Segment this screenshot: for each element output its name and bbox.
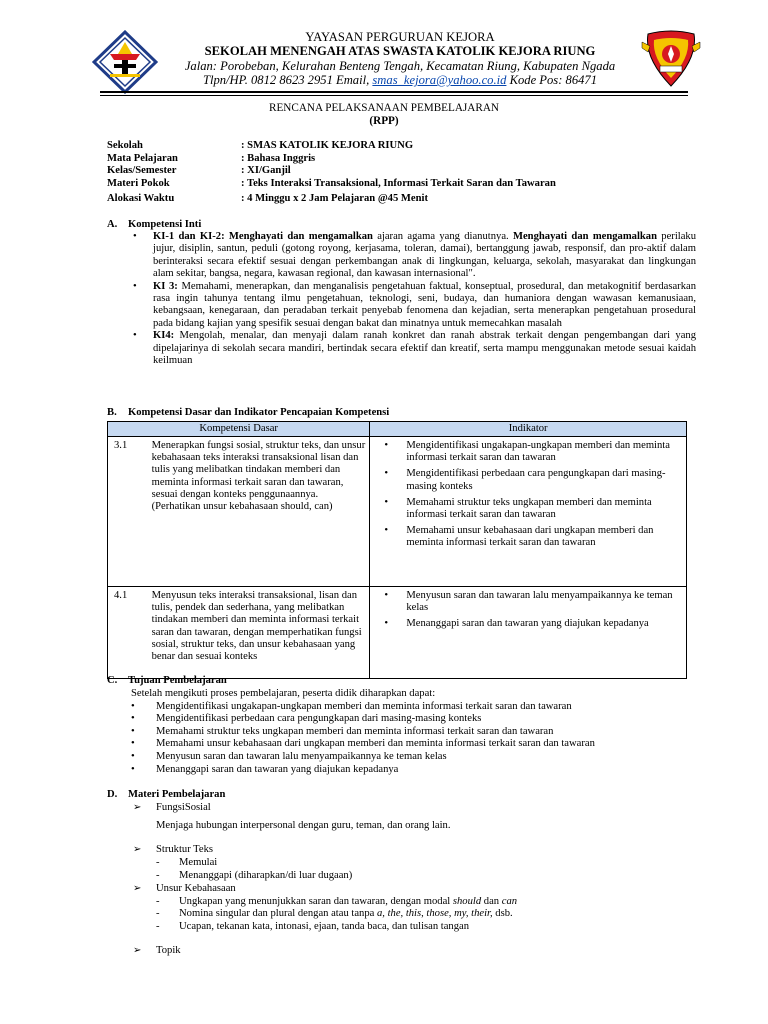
dash-bullet: -: [156, 870, 160, 881]
dash-bullet: -: [156, 908, 160, 920]
list-item: [133, 896, 693, 909]
ki-head: KI4:: [153, 330, 175, 342]
identity-value: : SMAS KATOLIK KEJORA RIUNG: [241, 140, 414, 151]
materi-text: dsb.: [492, 908, 513, 920]
section-number: D.: [107, 789, 118, 800]
ki-head: KI 3:: [153, 280, 178, 292]
bullet-icon: •: [131, 763, 135, 775]
section-title: Materi Pembelajaran: [128, 789, 226, 800]
bullet-icon: •: [384, 440, 389, 451]
indicator-text: Menyusun saran dan tawaran lalu menyampaikannya ke teman kelas: [406, 590, 673, 614]
list-item: [133, 908, 693, 921]
contact-prefix: Tlpn/HP. 0812 8623 2951 Email,: [202, 73, 373, 88]
kompetensi-inti-list: [133, 231, 696, 367]
school-name: SEKOLAH MENENGAH ATAS SWASTA KATOLIK KEJORA RIUNG: [204, 44, 596, 59]
section-a-heading: [107, 219, 201, 231]
letterhead: [150, 30, 650, 88]
tujuan-text: Memahami unsur kebahasaan dari ungkapan memberi dan meminta informasi terkait saran dan tawaran: [156, 738, 595, 750]
kd-number: 3.1: [108, 437, 148, 587]
list-item: [380, 618, 680, 630]
email-link[interactable]: smas_kejora@yahoo.co.id: [372, 73, 507, 88]
list-item: [133, 844, 693, 857]
section-number: C.: [107, 675, 118, 686]
document-subtitle: (RPP): [369, 115, 399, 127]
table-header-row: [108, 422, 687, 437]
section-number: B.: [107, 407, 117, 418]
tujuan-text: Menyusun saran dan tawaran lalu menyampaikannya ke teman kelas: [156, 750, 447, 762]
contact-suffix: Kode Pos: 86471: [506, 73, 598, 88]
identity-label: Sekolah: [107, 140, 143, 151]
list-item: [380, 497, 680, 521]
materi-title: Struktur Teks: [156, 844, 214, 856]
school-address: Jalan: Porobeban, Kelurahan Benteng Tengah, Kecamatan Riung, Kabupaten Ngada: [184, 58, 616, 73]
column-header: Kompetensi Dasar: [108, 422, 370, 437]
bullet-icon: •: [133, 330, 137, 342]
list-item: [131, 713, 711, 726]
ki-head: KI-1 dan KI-2: Menghayati dan mengamalkan: [153, 231, 373, 242]
ki-text: Memahami, menerapkan, dan menganalisis pengetahuan faktual, konseptual, prosedural, dan metakognitif berdasarkan rasa ingin tahunya tentang ilmu pengetahuan, teknologi, seni, budaya, dan humaniora dengan wawasan kemanusiaan, kebangsaan, kenegaraan, dan peradaban terkait penyebab fenomena dan kejadian, serta menerapkan pengetahuan prosedural pada bidang kajian yang spesifik sesuai dengan bakat dan minatnya untuk memecahkan masalah: [153, 280, 696, 329]
identity-label: Mata Pelajaran: [107, 152, 178, 164]
list-item: [133, 231, 696, 281]
section-c-heading: [107, 675, 227, 687]
indicator-text: Memahami struktur teks ungkapan memberi dan meminta informasi terkait saran dan tawaran: [406, 496, 652, 521]
tujuan-text: Memahami struktur teks ungkapan memberi dan meminta informasi terkait saran dan tawaran: [156, 725, 554, 737]
indicator-text: Memahami unsur kebahasaan dari ungkapan memberi dan meminta informasi terkait saran dan tawaran: [406, 525, 654, 549]
identity-value: : Bahasa Inggris: [241, 152, 316, 164]
list-item: [133, 945, 693, 958]
bullet-icon: •: [131, 725, 135, 737]
tujuan-list: [131, 688, 711, 776]
list-item: [133, 921, 693, 934]
bullet-icon: •: [384, 590, 389, 601]
list-item: [131, 764, 711, 777]
bullet-icon: •: [131, 700, 135, 712]
bullet-icon: •: [384, 468, 389, 480]
list-item: [133, 883, 693, 896]
list-item: [133, 870, 693, 883]
dash-bullet: -: [156, 857, 160, 869]
materi-text: Memulai: [179, 857, 218, 869]
list-item: [133, 802, 693, 815]
identity-label: Alokasi Waktu: [107, 193, 175, 205]
indicator-text: Mengidentifikasi ungakapan-ungkapan memberi dan meminta informasi terkait saran dan tawaran: [406, 440, 670, 464]
identity-value: : XI/Ganjil: [241, 165, 291, 177]
materi-text: Nomina singular dan plural dengan atau tanpa: [179, 908, 377, 920]
materi-list: [133, 802, 693, 958]
indicator-cell: [370, 437, 687, 587]
ki-text: perilaku jujur, disiplin, santun, peduli (gotong royong, kerjasama, toleran, damai), bertanggung jawab, responsif, dan pro-aktif dalam berinteraksi secara efektif sesuai dengan perkembangan anak di lingkungan, keluarga, sekolah, masyarakat dan lingkungan alam sekitar, bangsa, negara, kawasan regional, dan kawasan internasional".: [153, 231, 697, 280]
list-item: [131, 726, 711, 739]
column-header: Indikator: [370, 422, 687, 437]
list-item: [133, 857, 693, 870]
kd-text: Menerapkan fungsi sosial, struktur teks, dan unsur kebahasaan teks interaksi transaksional lisan dan tulis yang melibatkan tindakan memberi dan meminta informasi terkait saran dan tawaran, sesuai dengan konteks penggunaannya. (Perhatikan unsur kebahasaan should, can): [148, 437, 370, 587]
section-title: Tujuan Pembelajaran: [128, 675, 227, 686]
list-item: [380, 468, 680, 492]
dash-bullet: -: [156, 920, 160, 932]
section-d-heading: [107, 789, 225, 801]
materi-text: Ungkapan yang menunjukkan saran dan tawaran, dengan modal: [179, 895, 453, 907]
dash-bullet: -: [156, 895, 160, 907]
materi-title: FungsiSosial: [156, 802, 211, 813]
indicator-text: Mengidentifikasi perbedaan cara pengungkapan dari masing-masing konteks: [406, 468, 666, 492]
bullet-icon: •: [133, 231, 137, 242]
arrow-bullet-icon: ➢: [133, 802, 142, 813]
bullet-icon: •: [384, 496, 389, 508]
materi-text: Menanggapi (diharapkan/di luar dugaan): [179, 870, 353, 881]
section-number: A.: [107, 219, 118, 230]
bullet-icon: •: [384, 618, 389, 630]
materi-title: Unsur Kebahasaan: [156, 882, 236, 894]
indicator-text: Menanggapi saran dan tawaran yang diajukan kepadanya: [406, 618, 649, 630]
section-b-heading: [107, 407, 389, 419]
list-item: [380, 525, 680, 549]
indicator-cell: [370, 587, 687, 679]
ki-text: ajaran agama yang dianutnya.: [372, 231, 513, 242]
bullet-icon: •: [384, 525, 389, 537]
materi-text: Menjaga hubungan interpersonal dengan guru, teman, dan orang lain.: [156, 820, 451, 831]
ki-text: Mengolah, menalar, dan menyaji dalam ranah konkret dan ranah abstrak terkait dengan pengembangan dari yang dipelajarinya di sekolah secara mandiri, bertindak secara efektif dan kreatif, serta mampu menggunakan metode sesuai kaidah keilmuan: [153, 330, 696, 367]
list-item: [131, 738, 711, 751]
arrow-bullet-icon: ➢: [133, 945, 142, 957]
kd-text: Menyusun teks interaksi transaksional, lisan dan tulis, pendek dan sederhana, yang melibatkan tindakan memberi dan meminta informasi terkait saran dan tawaran, dengan memperhatikan fungsi sosial, struktur teks, dan unsur kebahasaan yang benar dan sesuai konteks: [148, 587, 370, 679]
bullet-icon: •: [131, 750, 135, 762]
bullet-icon: •: [131, 738, 135, 750]
materi-text: Ucapan, tekanan kata, intonasi, ejaan, tanda baca, dan tulisan tangan: [179, 920, 470, 932]
materi-italic: a, the, this, those, my, their,: [376, 908, 493, 920]
identity-value: : 4 Minggu x 2 Jam Pelajaran @45 Menit: [241, 193, 428, 205]
bullet-icon: •: [133, 280, 137, 292]
list-item: [131, 701, 711, 714]
materi-title: Topik: [156, 945, 181, 957]
tujuan-text: Mengidentifikasi ungakapan-ungkapan memberi dan meminta informasi terkait saran dan tawaran: [156, 700, 572, 712]
bullet-icon: •: [131, 713, 135, 725]
identity-value: : Teks Interaksi Transaksional, Informasi Terkait Saran dan Tawaran: [241, 177, 556, 189]
kompetensi-table: [107, 421, 687, 679]
arrow-bullet-icon: ➢: [133, 882, 142, 894]
list-item: [131, 751, 711, 764]
tujuan-text: Menanggapi saran dan tawaran yang diajukan kepadanya: [156, 763, 399, 775]
materi-italic: should: [452, 895, 482, 907]
school-logo-icon: [92, 30, 158, 94]
list-item: [133, 281, 696, 331]
kd-number: 4.1: [108, 587, 148, 679]
header-rule-thin: [100, 95, 688, 96]
school-contact: [150, 73, 650, 87]
document-title: RENCANA PELAKSANAAN PEMBELAJARAN: [269, 102, 499, 114]
materi-text: dan: [481, 895, 502, 907]
list-item: [380, 440, 680, 464]
foundation-name: YAYASAN PERGURUAN KEJORA: [305, 30, 495, 44]
header-rule-thick: [100, 91, 688, 93]
section-title: Kompetensi Inti: [128, 219, 202, 230]
list-item: [380, 590, 680, 614]
table-row: [108, 587, 687, 679]
ki-head: Menghayati dan mengamalkan: [512, 231, 657, 242]
identity-label: Materi Pokok: [107, 177, 170, 189]
tujuan-intro: Setelah mengikuti proses pembelajaran, peserta didik diharapkan dapat:: [131, 688, 436, 699]
section-title: Kompetensi Dasar dan Indikator Pencapaian Kompetensi: [128, 407, 390, 418]
identity-label: Kelas/Semester: [107, 165, 177, 177]
list-item: [133, 330, 696, 367]
table-row: [108, 437, 687, 587]
materi-italic: can: [501, 895, 518, 907]
arrow-bullet-icon: ➢: [133, 844, 142, 856]
tujuan-text: Mengidentifikasi perbedaan cara pengungkapan dari masing-masing konteks: [156, 713, 482, 725]
